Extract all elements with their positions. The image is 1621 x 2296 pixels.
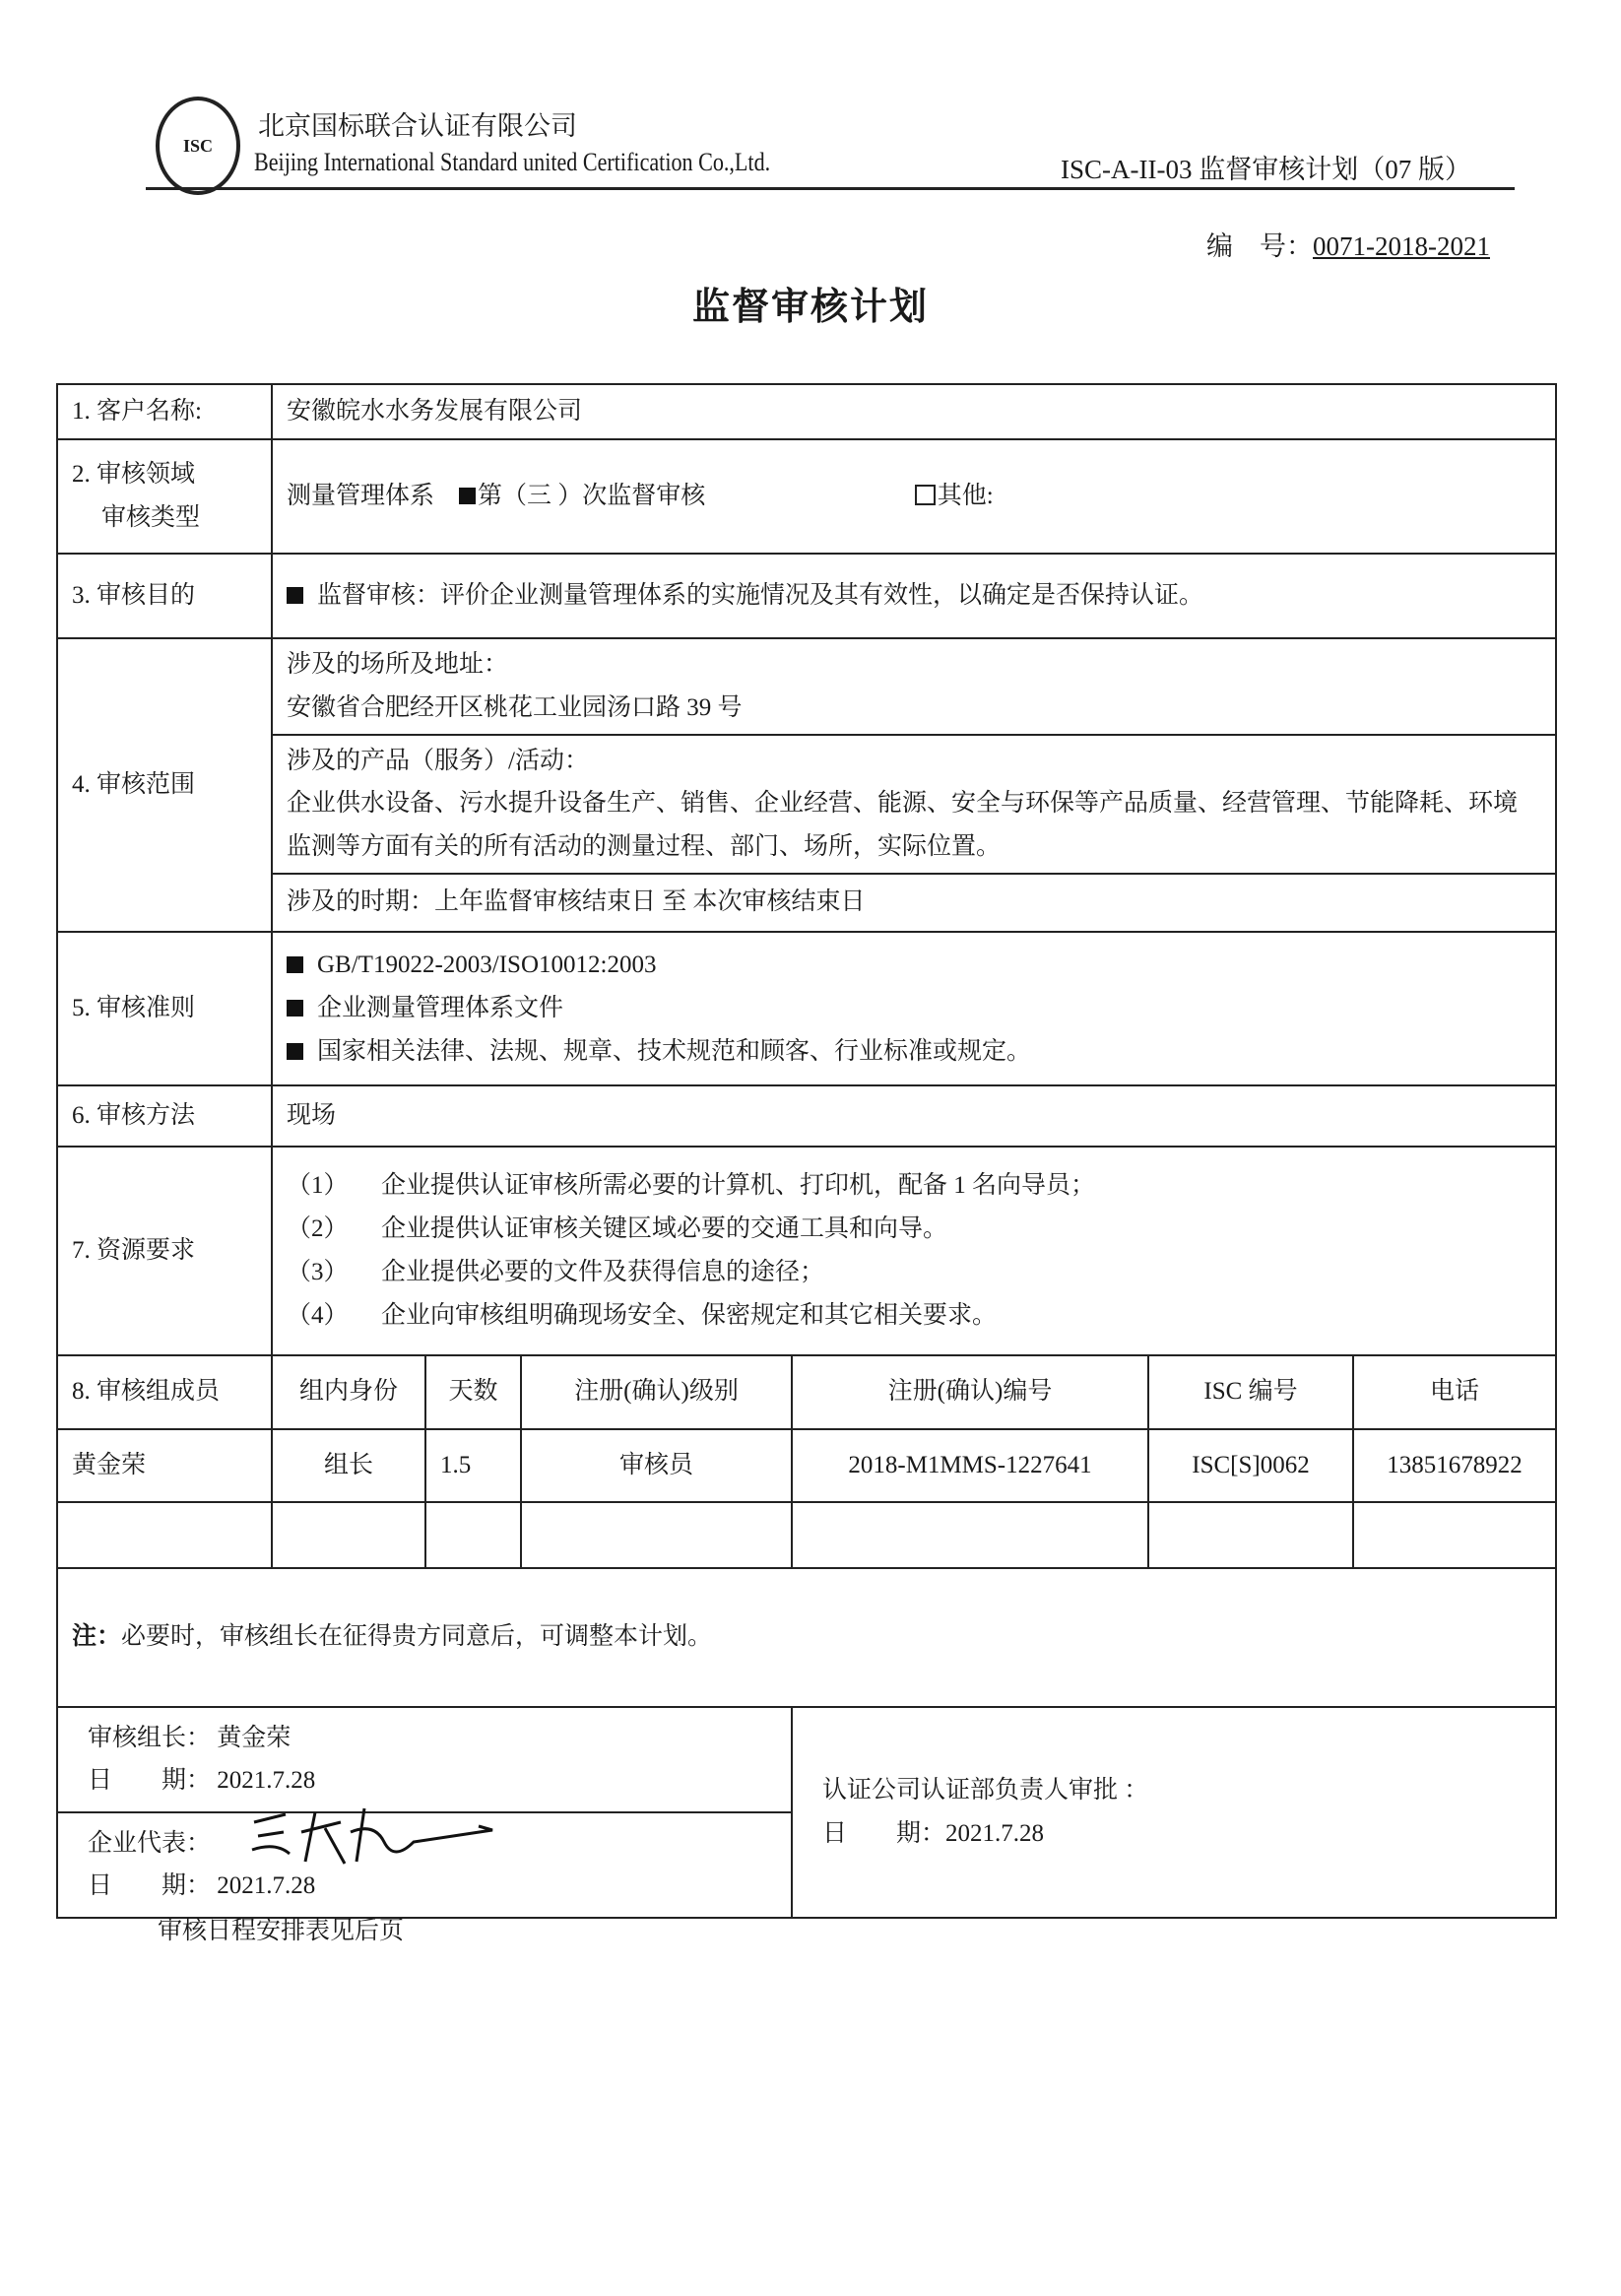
document-number <box>1206 225 1490 263</box>
note-text: 必要时，审核组长在征得贵方同意后，可调整本计划。 <box>121 1623 713 1651</box>
criteria-item <box>287 1030 1541 1074</box>
form-code: ISC-A-II-03 监督审核计划（07 版） <box>1061 155 1471 184</box>
approve-date: 2021.7.28 <box>945 1819 1045 1847</box>
purpose-value <box>272 554 1556 638</box>
doc-no-label: 编 号： <box>1206 231 1314 261</box>
leader-line <box>88 1717 777 1760</box>
field-label <box>57 439 272 554</box>
row-scope-period <box>57 874 1556 932</box>
checked-box-icon <box>287 1043 303 1060</box>
member-phone: 13851678922 <box>1353 1429 1556 1502</box>
approval-sign <box>792 1707 1556 1918</box>
empty-cell <box>1353 1502 1556 1568</box>
resource-text: 企业提供认证审核关键区域必要的交通工具和向导。 <box>381 1215 948 1242</box>
criteria-text: 国家相关法律、法规、规章、技术规范和顾客、行业标准或规定。 <box>317 1037 1032 1065</box>
leader-date: 2021.7.28 <box>217 1767 316 1795</box>
checked-box-icon <box>287 587 303 604</box>
team-member-row <box>57 1429 1556 1502</box>
leader-label: 审核组长： <box>88 1724 212 1751</box>
row-client <box>57 384 1556 439</box>
criteria-item <box>287 987 1541 1030</box>
row-note <box>57 1568 1556 1707</box>
purpose-text: 监督审核：评价企业测量管理体系的实施情况及其有效性，以确定是否保持认证。 <box>317 582 1204 610</box>
footer-note: 审核日程安排表见后页 <box>158 1918 405 1944</box>
date-label: 日 期： <box>822 1819 946 1847</box>
team-empty-row <box>57 1502 1556 1568</box>
team-header: 8. 审核组成员 <box>57 1355 272 1429</box>
member-reg-no: 2018-M1MMS-1227641 <box>792 1429 1148 1502</box>
resource-item <box>287 1164 1541 1208</box>
note-label: 注： <box>72 1623 122 1651</box>
empty-cell <box>425 1502 521 1568</box>
audit-type-text: 第（三 ）次监督审核 <box>478 483 706 510</box>
resource-item <box>287 1294 1541 1338</box>
team-header-row <box>57 1355 1556 1429</box>
product-value: 企业供水设备、污水提升设备生产、销售、企业经营、能源、安全与环保等产品质量、经营管理、节能降耗、环境监测等方面有关的所有活动的测量过程、部门、场所，实际位置。 <box>287 790 1519 860</box>
row-scope-site <box>57 638 1556 735</box>
scope-period: 涉及的时期：上年监督审核结束日 至 本次审核结束日 <box>272 874 1556 932</box>
client-value: 安徽皖水水务发展有限公司 <box>272 384 1556 439</box>
member-isc-no: ISC[S]0062 <box>1148 1429 1353 1502</box>
criteria-item <box>287 944 1541 987</box>
resource-no: （3） <box>287 1258 349 1285</box>
team-header: ISC 编号 <box>1148 1355 1353 1429</box>
row-scope-product <box>57 735 1556 874</box>
site-value: 安徽省合肥经开区桃花工业园汤口路 39 号 <box>287 693 743 721</box>
scope-product <box>272 735 1556 874</box>
method-label: 6. 审核方法 <box>57 1085 272 1147</box>
team-header: 注册(确认)编号 <box>792 1355 1148 1429</box>
member-level: 审核员 <box>521 1429 792 1502</box>
resource-no: （4） <box>287 1301 349 1329</box>
date-label: 日 期： <box>88 1767 212 1795</box>
scope-label: 4. 审核范围 <box>57 638 272 932</box>
unchecked-box-icon <box>915 485 936 505</box>
checked-box-icon <box>287 1000 303 1017</box>
member-name: 黄金荣 <box>57 1429 272 1502</box>
client-label: 1. 客户名称: <box>57 384 272 439</box>
method-value: 现场 <box>272 1085 1556 1147</box>
empty-cell <box>57 1502 272 1568</box>
company-name-cn: 北京国标联合认证有限公司 <box>258 111 577 141</box>
row-field <box>57 439 1556 554</box>
note <box>57 1568 1556 1707</box>
member-days: 1.5 <box>425 1429 521 1502</box>
rep-date: 2021.7.28 <box>217 1872 316 1900</box>
criteria-text: GB/T19022-2003/ISO10012:2003 <box>317 951 657 979</box>
site-label: 涉及的场所及地址： <box>287 651 509 678</box>
empty-cell <box>1148 1502 1353 1568</box>
resource-text: 企业提供必要的文件及获得信息的途径； <box>381 1258 825 1285</box>
resource-text: 企业向审核组明确现场安全、保密规定和其它相关要求。 <box>381 1301 998 1329</box>
doc-no-value: 0071-2018-2021 <box>1313 231 1490 261</box>
row-resources <box>57 1147 1556 1355</box>
isc-logo <box>156 97 240 195</box>
leader-name: 黄金荣 <box>217 1724 292 1751</box>
team-header: 组内身份 <box>272 1355 425 1429</box>
header-divider <box>146 187 1515 190</box>
row-criteria <box>57 932 1556 1085</box>
row-purpose <box>57 554 1556 638</box>
resources-label: 7. 资源要求 <box>57 1147 272 1355</box>
product-label: 涉及的产品（服务）/活动： <box>287 747 589 774</box>
rep-label: 企业代表： <box>88 1829 212 1857</box>
field-label-1: 2. 审核领域 <box>72 461 196 489</box>
resource-no: （2） <box>287 1215 349 1242</box>
resource-no: （1） <box>287 1172 349 1200</box>
row-method <box>57 1085 1556 1147</box>
criteria-list <box>272 932 1556 1085</box>
empty-cell <box>272 1502 425 1568</box>
member-role: 组长 <box>272 1429 425 1502</box>
other-text: 其他: <box>937 483 994 510</box>
purpose-label: 3. 审核目的 <box>57 554 272 638</box>
team-header: 电话 <box>1353 1355 1556 1429</box>
resource-item <box>287 1208 1541 1251</box>
company-name-en: Beijing International Standard united Certification Co.,Ltd. <box>254 148 771 176</box>
approve-label: 认证公司认证部负责人审批 ： <box>822 1777 1149 1804</box>
criteria-label: 5. 审核准则 <box>57 932 272 1085</box>
system-text: 测量管理体系 <box>287 483 435 510</box>
resource-item <box>287 1251 1541 1294</box>
checked-box-icon <box>459 488 476 504</box>
logo-text: ISC <box>182 135 213 156</box>
handwritten-signature <box>246 1793 502 1871</box>
field-value <box>272 439 1556 554</box>
checked-box-icon <box>287 956 303 973</box>
team-header: 天数 <box>425 1355 521 1429</box>
field-label-2: 审核类型 <box>101 504 201 531</box>
date-label: 日 期： <box>88 1872 212 1900</box>
resources-list <box>272 1147 1556 1355</box>
audit-plan-table <box>56 383 1557 1919</box>
empty-cell <box>792 1502 1148 1568</box>
team-header: 注册(确认)级别 <box>521 1355 792 1429</box>
resource-text: 企业提供认证审核所需必要的计算机、打印机，配备 1 名向导员； <box>381 1172 1096 1200</box>
scope-site <box>272 638 1556 735</box>
criteria-text: 企业测量管理体系文件 <box>317 994 564 1021</box>
empty-cell <box>521 1502 792 1568</box>
approve-date-line <box>822 1812 1541 1856</box>
page-title: 监督审核计划 <box>691 287 929 328</box>
